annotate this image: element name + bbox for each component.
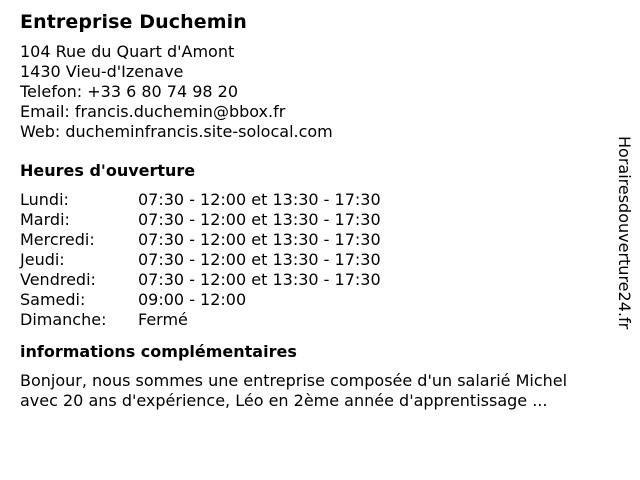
- web-line: Web: ducheminfrancis.site-solocal.com: [20, 122, 333, 141]
- hours-row: [20, 290, 610, 310]
- hours-time: 07:30 - 12:00 et 13:30 - 17:30: [138, 250, 381, 269]
- hours-time: 07:30 - 12:00 et 13:30 - 17:30: [138, 190, 381, 209]
- business-card: [20, 10, 610, 411]
- hours-row: [20, 190, 610, 210]
- hours-row: [20, 230, 610, 250]
- email-line: Email: francis.duchemin@bbox.fr: [20, 102, 286, 121]
- phone-line: Telefon: +33 6 80 74 98 20: [20, 82, 239, 101]
- hours-day: Dimanche:: [20, 310, 107, 329]
- hours-day: Samedi:: [20, 290, 86, 309]
- watermark-text: Horairesdouverture24.fr: [615, 136, 634, 330]
- hours-day: Mercredi:: [20, 230, 95, 249]
- hours-day: Vendredi:: [20, 270, 96, 289]
- hours-row: [20, 210, 610, 230]
- hours-time: 07:30 - 12:00 et 13:30 - 17:30: [138, 230, 381, 249]
- hours-table: [20, 190, 610, 330]
- business-name: Entreprise Duchemin: [20, 11, 247, 33]
- info-text: Bonjour, nous sommes une entreprise composée d'un salarié Michel avec 20 ans d'expérience, Léo en 2ème année d'apprentissage ...: [20, 371, 568, 410]
- hours-time: 07:30 - 12:00 et 13:30 - 17:30: [138, 210, 381, 229]
- hours-row: [20, 250, 610, 270]
- address-line-2: 1430 Vieu-d'Izenave: [20, 62, 184, 81]
- hours-heading: Heures d'ouverture: [20, 161, 196, 180]
- hours-day: Lundi:: [20, 190, 69, 209]
- hours-row: [20, 270, 610, 290]
- info-heading: informations complémentaires: [20, 342, 297, 361]
- hours-row: [20, 310, 610, 330]
- hours-time: 09:00 - 12:00: [138, 290, 247, 309]
- hours-day: Mardi:: [20, 210, 70, 229]
- hours-time: Fermé: [138, 310, 188, 329]
- hours-day: Jeudi:: [20, 250, 65, 269]
- address-line-1: 104 Rue du Quart d'Amont: [20, 42, 235, 61]
- hours-time: 07:30 - 12:00 et 13:30 - 17:30: [138, 270, 381, 289]
